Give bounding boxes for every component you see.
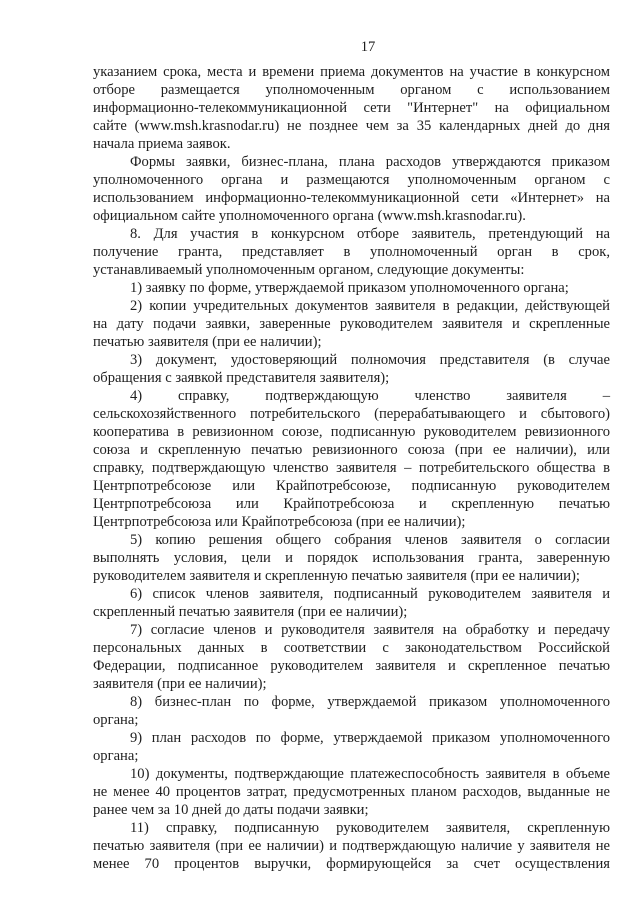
text-line: на дату подачи заявки, заверенные руководителем заявителя и скрепленные [93, 316, 610, 332]
text-line: печатью заявителя (при ее наличии); [93, 334, 322, 350]
text-line: 4) справку, подтверждающую членство заявителя – [130, 388, 610, 404]
text-line: 3) документ, удостоверяющий полномочия представителя (в случае [130, 352, 610, 368]
text-line: союза и скрепленную печатью ревизионного союза (при ее наличии), или [93, 442, 610, 458]
paragraph-continued [93, 63, 610, 153]
text-line: отборе размещается уполномоченным органом с использованием [93, 82, 610, 98]
text-line: 8) бизнес-план по форме, утверждаемой приказом уполномоченного [130, 694, 610, 710]
paragraph [93, 387, 610, 531]
text-line: сайте (www.msh.krasnodar.ru) не позднее чем за 35 календарных дней до дня [93, 118, 610, 134]
paragraph [93, 819, 610, 873]
paragraph [93, 225, 610, 279]
text-line: Формы заявки, бизнес-плана, плана расходов утверждаются приказом [130, 154, 610, 170]
paragraph [93, 351, 610, 387]
text-line: не менее 40 процентов затрат, предусмотренных планом расходов, выданные не [93, 784, 610, 800]
text-line: заявителя (при ее наличии); [93, 676, 267, 692]
paragraph [93, 621, 610, 693]
text-line: 10) документы, подтверждающие платежеспособность заявителя в объеме [130, 766, 610, 782]
page-number: 17 [360, 39, 376, 55]
text-line: справку, подтверждающую членство заявителя – потребительского общества в [93, 460, 610, 476]
text-line: Центрпотребсоюза или Крайпотребсоюза и скрепленную печатью [93, 496, 610, 512]
paragraph [93, 693, 610, 729]
text-line: начала приема заявок. [93, 136, 231, 152]
document-body [93, 63, 610, 873]
paragraph [93, 297, 610, 351]
text-line: получение гранта, представляет в уполномоченный орган в срок, [93, 244, 610, 260]
text-line: Центрпотребсоюза или Крайпотребсоюза (при ее наличии); [93, 514, 466, 530]
text-line: Центрпотребсоюзе или Крайпотребсоюзе, подписанную руководителем [93, 478, 610, 494]
paragraph [93, 729, 610, 765]
paragraph [93, 531, 610, 585]
text-line: 9) план расходов по форме, утверждаемой приказом уполномоченного [130, 730, 610, 746]
text-line: 1) заявку по форме, утверждаемой приказом уполномоченного органа; [130, 280, 569, 296]
text-line: 7) согласие членов и руководителя заявителя на обработку и передачу [130, 622, 610, 638]
text-line: Федерации, подписанное руководителем заявителя и скрепленное печатью [93, 658, 610, 674]
text-line: печатью заявителя (при ее наличии) и подтверждающую наличие у заявителя не [93, 838, 610, 854]
text-line: персональных данных в соответствии с законодательством Российской [93, 640, 610, 656]
text-line: использованием информационно-телекоммуникационной сети «Интернет» на [93, 190, 610, 206]
text-line: официальном сайте уполномоченного органа (www.msh.krasnodar.ru). [93, 208, 526, 224]
text-line: ранее чем за 10 дней до даты подачи заявки; [93, 802, 369, 818]
text-line: органа; [93, 712, 139, 728]
paragraph [93, 765, 610, 819]
text-line: 11) справку, подписанную руководителем заявителя, скрепленную [130, 820, 610, 836]
paragraph [93, 279, 610, 297]
text-line: выполнять условия, цели и порядок использования гранта, заверенную [93, 550, 610, 566]
text-line: 6) список членов заявителя, подписанный руководителем заявителя и [130, 586, 610, 602]
text-line: руководителем заявителя и скрепленную печатью заявителя (при ее наличии); [93, 568, 580, 584]
text-line: 2) копии учредительных документов заявителя в редакции, действующей [130, 298, 610, 314]
paragraph [93, 153, 610, 225]
text-line: уполномоченного органа и размещаются уполномоченным органом с [93, 172, 610, 188]
text-line: обращения с заявкой представителя заявителя); [93, 370, 390, 386]
text-line: указанием срока, места и времени приема документов на участие в конкурсном [93, 64, 610, 80]
text-line: сельскохозяйственного потребительского (перерабатывающего и сбытового) [93, 406, 610, 422]
text-line: органа; [93, 748, 139, 764]
text-line: 8. Для участия в конкурсном отборе заявитель, претендующий на [130, 226, 610, 242]
text-line: скрепленный печатью заявителя (при ее наличии); [93, 604, 408, 620]
text-line: кооператива в ревизионном союзе, подписанную руководителем ревизионного [93, 424, 610, 440]
text-line: 5) копию решения общего собрания членов заявителя о согласии [130, 532, 610, 548]
text-line: менее 70 процентов выручки, формирующейся за счет осуществления [93, 856, 610, 872]
text-line: устанавливаемый уполномоченным органом, следующие документы: [93, 262, 525, 278]
text-line: информационно-телекоммуникационной сети "Интернет" на официальном [93, 100, 610, 116]
paragraph [93, 585, 610, 621]
